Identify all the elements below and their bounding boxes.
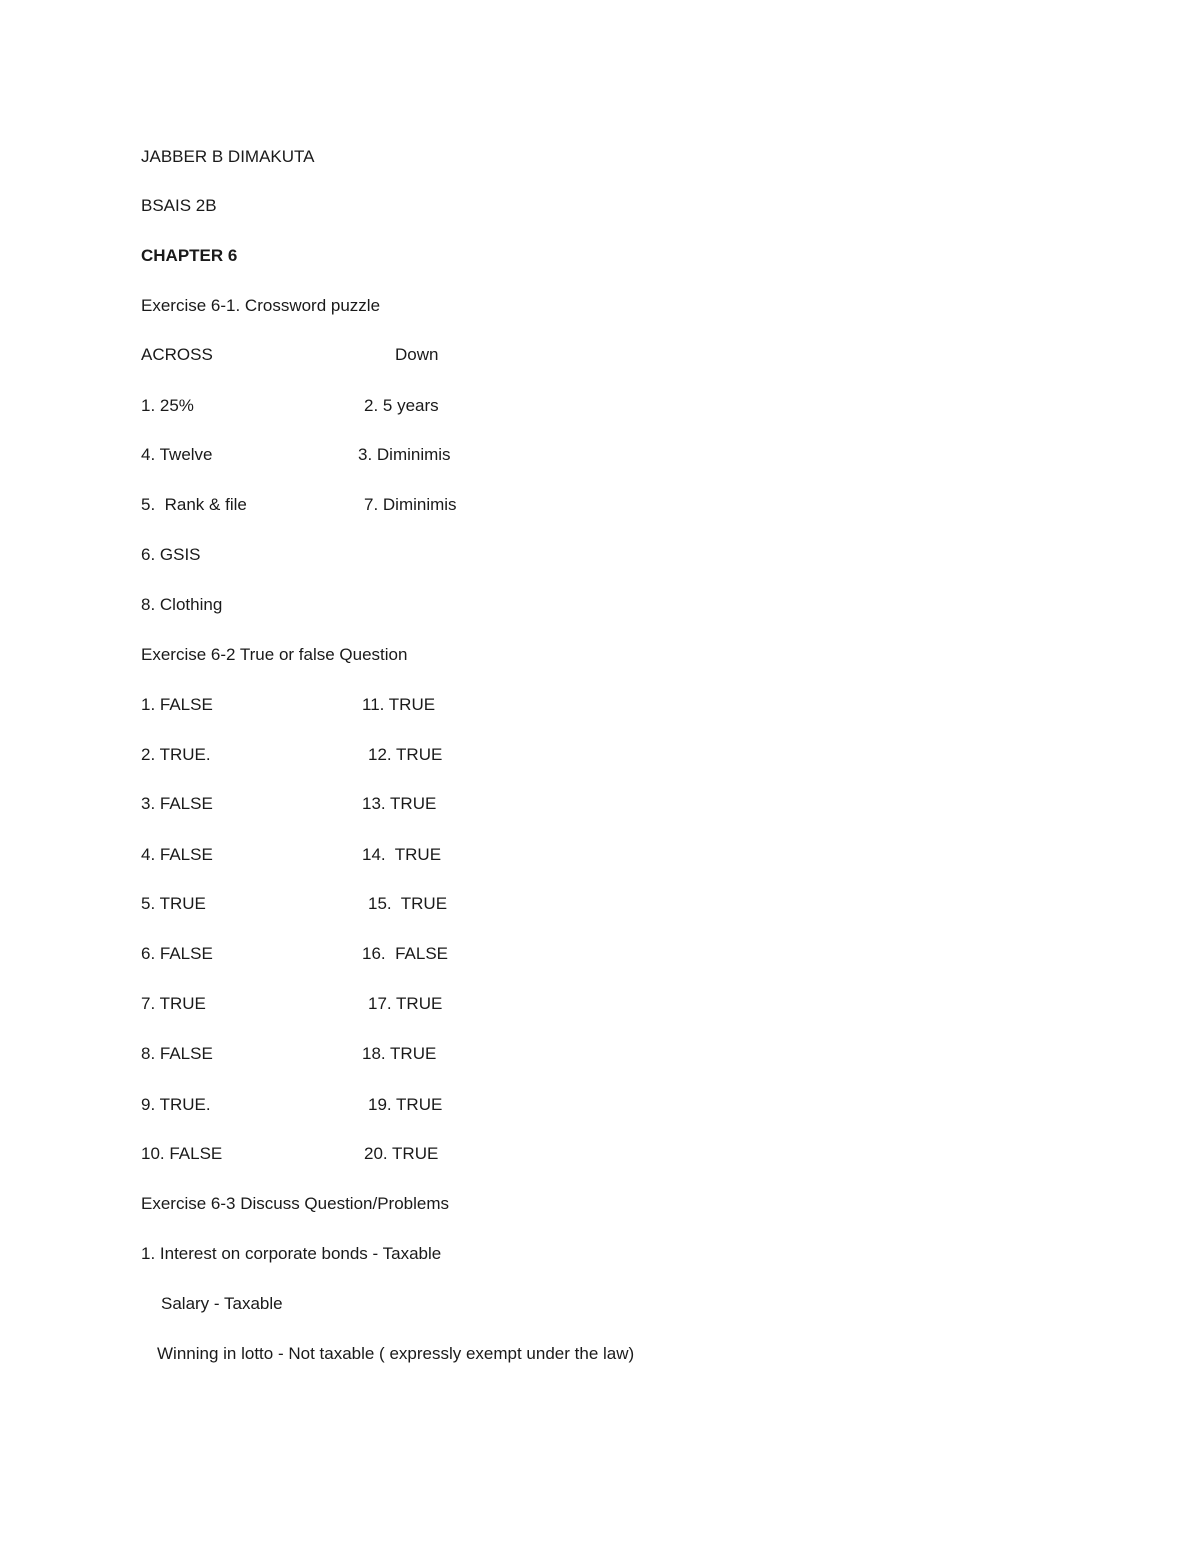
discussion-item: Salary - Taxable [161,1294,283,1313]
across-item: 1. 25% [141,396,194,415]
discussion-item: Winning in lotto - Not taxable ( expressly exempt under the law) [157,1344,635,1363]
across-item: 8. Clothing [141,595,223,614]
across-item: 5. Rank & file [141,495,247,514]
tf-answer: 17. TRUE [368,994,443,1013]
tf-answer: 7. TRUE [141,994,206,1013]
exercise-6-2-title: Exercise 6-2 True or false Question [141,645,408,664]
tf-answer: 11. TRUE [362,695,436,714]
exercise-6-1-title: Exercise 6-1. Crossword puzzle [141,296,381,315]
tf-answer: 8. FALSE [141,1044,213,1063]
down-item: 3. Diminimis [358,445,451,464]
chapter-heading: CHAPTER 6 [141,246,238,265]
tf-answer: 3. FALSE [141,794,213,813]
tf-answer: 4. FALSE [141,845,213,864]
tf-answer: 13. TRUE [362,794,437,813]
tf-answer: 14. TRUE [362,845,442,864]
down-item: 2. 5 years [364,396,439,415]
down-item: 7. Diminimis [364,495,457,514]
student-name: JABBER B DIMAKUTA [141,147,315,166]
discussion-item: 1. Interest on corporate bonds - Taxable [141,1244,442,1263]
student-section: BSAIS 2B [141,196,217,215]
tf-answer: 1. FALSE [141,695,213,714]
tf-answer: 18. TRUE [362,1044,437,1063]
tf-answer: 6. FALSE [141,944,213,963]
tf-answer: 20. TRUE [364,1144,439,1163]
tf-answer: 12. TRUE [368,745,443,764]
across-label: ACROSS [141,345,213,364]
down-label: Down [395,345,439,364]
tf-answer: 5. TRUE [141,894,206,913]
exercise-6-3-title: Exercise 6-3 Discuss Question/Problems [141,1194,450,1213]
tf-answer: 10. FALSE [141,1144,223,1163]
tf-answer: 2. TRUE. [141,745,211,764]
tf-answer: 16. FALSE [362,944,448,963]
across-item: 6. GSIS [141,545,201,564]
tf-answer: 19. TRUE [368,1095,443,1114]
tf-answer: 9. TRUE. [141,1095,211,1114]
across-item: 4. Twelve [141,445,213,464]
tf-answer: 15. TRUE [368,894,448,913]
